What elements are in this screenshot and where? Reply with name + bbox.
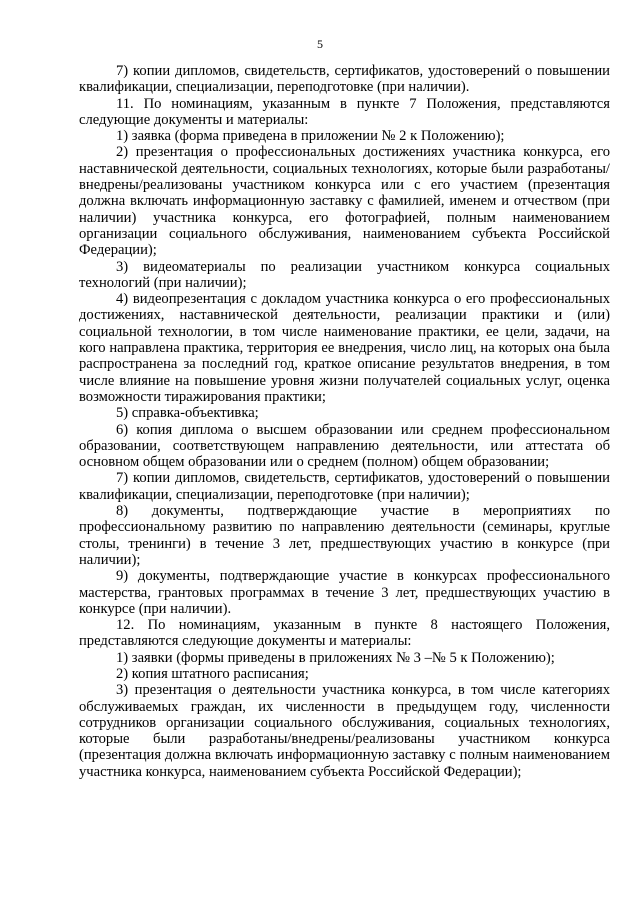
paragraph: 1) заявка (форма приведена в приложении № 2 к Положению); — [116, 128, 505, 145]
paragraph: 8) документы, подтверждающие участие в мероприятиях по профессиональному развитию по направлению деятельности (семинары, круглые столы, тренинги) в течение 3 лет, предшествующих участию в конкурсе (при наличии); — [79, 503, 610, 568]
paragraph: 1) заявки (формы приведены в приложениях № 3 –№ 5 к Положению); — [116, 649, 555, 666]
document-body — [79, 63, 610, 780]
paragraph: 4) видеопрезентация с докладом участника конкурса о его профессиональных достижениях, наставнической деятельности, реализации практики и (или) социальной технологии, в том числе наименование практики, ее цели, задачи, на кого направлена практика, территория ее внедрения, число лиц, на которых она была распространена за последний год, краткое описание результатов внедрения, в том числе влияние на повышение уровня жизни получателей социальных услуг, оценка возможности тиражирования практики; — [79, 291, 610, 405]
paragraph: 11. По номинациям, указанным в пункте 7 Положения, представляются следующие документы и материалы: — [79, 95, 610, 128]
paragraph: 3) презентация о деятельности участника конкурса, в том числе категориях обслуживаемых граждан, их численности в предыдущем году, численности сотрудников организации социального обслуживания, социальных технологиях, которые были разработаны/внедрены/реализованы участником конкурса (презентация должна включать информационную заставку с полным наименованием участника конкурса, наименованием субъекта Российской Федерации); — [79, 682, 610, 780]
paragraph: 6) копия диплома о высшем образовании или среднем профессиональном образовании, соответствующем направлению деятельности, или аттестата об основном общем образовании или о среднем (полном) общем образовании; — [79, 421, 610, 471]
paragraph: 7) копии дипломов, свидетельств, сертификатов, удостоверений о повышении квалификации, специализации, переподготовке (при наличии). — [79, 63, 610, 96]
paragraph: 3) видеоматериалы по реализации участником конкурса социальных технологий (при наличии); — [79, 258, 610, 291]
page-number: 5 — [317, 37, 323, 51]
paragraph: 2) копия штатного расписания; — [116, 665, 309, 682]
paragraph: 5) справка-объективка; — [116, 405, 259, 422]
paragraph: 2) презентация о профессиональных достижениях участника конкурса, его наставнической деятельности, социальных технологиях, которые были разработаны/внедрены/реализованы участником конкурса или с его участием (презентация должна включать информационную заставку с фамилией, именем и отчеством (при наличии) участника конкурса, его фотографией, полным наименованием организации социального обслуживания, наименованием субъекта Российской Федерации); — [79, 144, 610, 259]
paragraph: 9) документы, подтверждающие участие в конкурсах профессионального мастерства, грантовых программах в течение 3 лет, предшествующих участию в конкурсе (при наличии). — [79, 568, 610, 617]
paragraph: 7) копии дипломов, свидетельств, сертификатов, удостоверений о повышении квалификации, специализации, переподготовке (при наличии); — [79, 470, 610, 503]
paragraph: 12. По номинациям, указанным в пункте 8 настоящего Положения, представляются следующие документы и материалы: — [79, 617, 610, 650]
